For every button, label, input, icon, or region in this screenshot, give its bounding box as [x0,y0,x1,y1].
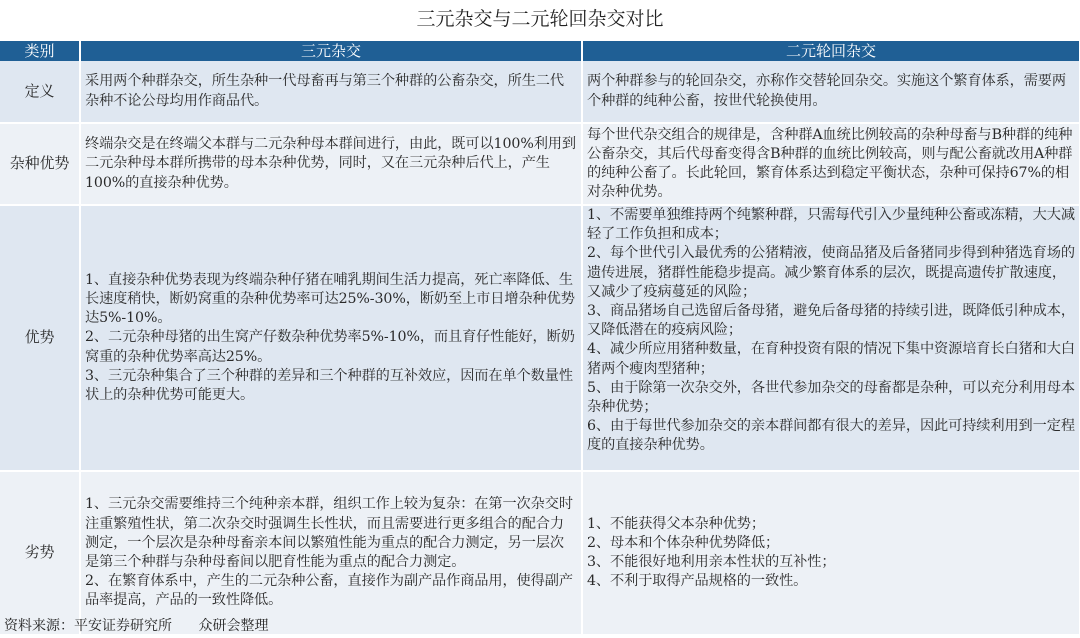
cell-text: 2、在繁育体系中，产生的二元杂种公畜，直接作为副产品作商品用，使得副产品率提高，产品的一致性降低。 [85,573,573,609]
category-cell: 劣势 [0,471,80,635]
source-note [4,615,290,635]
cell-text: 2、二元杂种母猪的出生窝产仔数杂种优势率5%-10%，而且育仔性能好，断奶窝重的杂种优势率高达25%。 [85,329,575,365]
cell-text: 1、三元杂交需要维持三个纯种亲本群，组织工作上较为复杂：在第一次杂交时注重繁殖性状，第二次杂交时强调生长性状，而且需要进行更多组合的配合力测定，一个层次是杂种母畜亲本间以繁殖性能为重点的配合力测定，另一层次是第三个种群与杂种母畜间以肥育性能为重点的配合力测定。 [85,496,573,570]
source-text: 资料来源：平安证券研究所 [4,618,172,634]
cell-text: 1、直接杂种优势表现为终端杂种仔猪在哺乳期间生活力提高，死亡率降低、生长速度稍快，断奶窝重的杂种优势率可达25%-30%，断奶至上市日增杂种优势达5%-10%。 [85,271,575,327]
cell-text: 3、商品猪场自己选留后备母猪，避免后备母猪的持续引进，既降低引种成本，又降低潜在的疫病风险； [587,303,1075,339]
three-way-cell [80,471,582,635]
rotational-cell [582,471,1080,635]
cell-text: 3、不能很好地利用亲本性状的互补性； [587,554,836,570]
three-way-cell [80,205,582,471]
table-row-advantages [0,205,1080,471]
rotational-cell [582,123,1080,205]
cell-text: 2、母本和个体杂种优势降低； [587,534,780,551]
cell-text: 两个种群参与的轮回杂交，亦称作交替轮回杂交。实施这个繁育体系，需要两个种群的纯种公畜，按世代轮换使用。 [587,73,1066,109]
cell-text: 1、不能获得父本杂种优势； [587,515,765,532]
cell-text: 5、由于除第一次杂交外，各世代参加杂交的母畜都是杂种，可以充分利用母本杂种优势； [587,379,1075,416]
three-way-cell [80,61,582,123]
cell-text: 每个世代杂交组合的规律是，含种群A血统比例较高的杂种母畜与B种群的纯种公畜杂交，其后代母畜变得含B种群的血统比例较高，则与配公畜就改用A种群的纯种公畜了。长此轮回，繁育体系达到稳定平衡状态，杂种可保持67%的相对杂种优势。 [587,126,1073,201]
cell-text: 采用两个种群杂交，所生杂种一代母畜再与第三个种群的公畜杂交，所生二代杂种不论公母均用作商品代。 [85,73,564,109]
cell-text: 3、三元杂种集合了三个种群的差异和三个种群的互补效应，因而在单个数量性状上的杂种优势可能更大。 [85,367,573,403]
rotational-cell [582,205,1080,471]
rotational-cell [582,61,1080,123]
category-cell: 杂种优势 [0,123,80,205]
category-cell: 优势 [0,205,80,471]
header-three-way: 三元杂交 [80,41,582,61]
header-row [0,41,1080,61]
table-row-definition [0,61,1080,123]
cell-text: 4、不利于取得产品规格的一致性。 [587,573,808,590]
cell-text: 4、减少所应用猪种数量，在育种投资有限的情况下集中资源培育长白猪和大白猪两个瘦肉型猪种； [587,341,1075,377]
table-row-disadvantages [0,471,1080,635]
cell-text: 2、每个世代引入最优秀的公猪精液，使商品猪及后备猪同步得到种猪选育场的遗传进展，猪群性能稳步提高。减少繁育体系的层次，既提高遗传扩散速度，又减少了疫病蔓延的风险； [587,245,1075,300]
header-category: 类别 [0,41,80,61]
category-cell: 定义 [0,61,80,123]
table-row-heterosis [0,123,1080,205]
cell-text: 终端杂交是在终端父本群与二元杂种母本群间进行，由此，既可以100%利用到二元杂种母本群所携带的母本杂种优势，同时，又在三元杂种后代上，产生100%的直接杂种优势。 [85,136,576,191]
cell-text: 6、由于每世代参加杂交的亲本群间都有很大的差异，因此可持续利用到一定程度的直接杂种优势。 [587,418,1075,454]
compiler-text: 众研会整理 [198,618,269,634]
comparison-table [0,41,1080,636]
table-title: 三元杂交与二元轮回杂交对比 [416,8,664,30]
header-rotational: 二元轮回杂交 [582,41,1080,61]
three-way-cell [80,123,582,205]
cell-text: 1、不需要单独维持两个纯繁种群，只需每代引入少量纯种公畜或冻精，大大减轻了工作负担和成本； [587,207,1075,243]
